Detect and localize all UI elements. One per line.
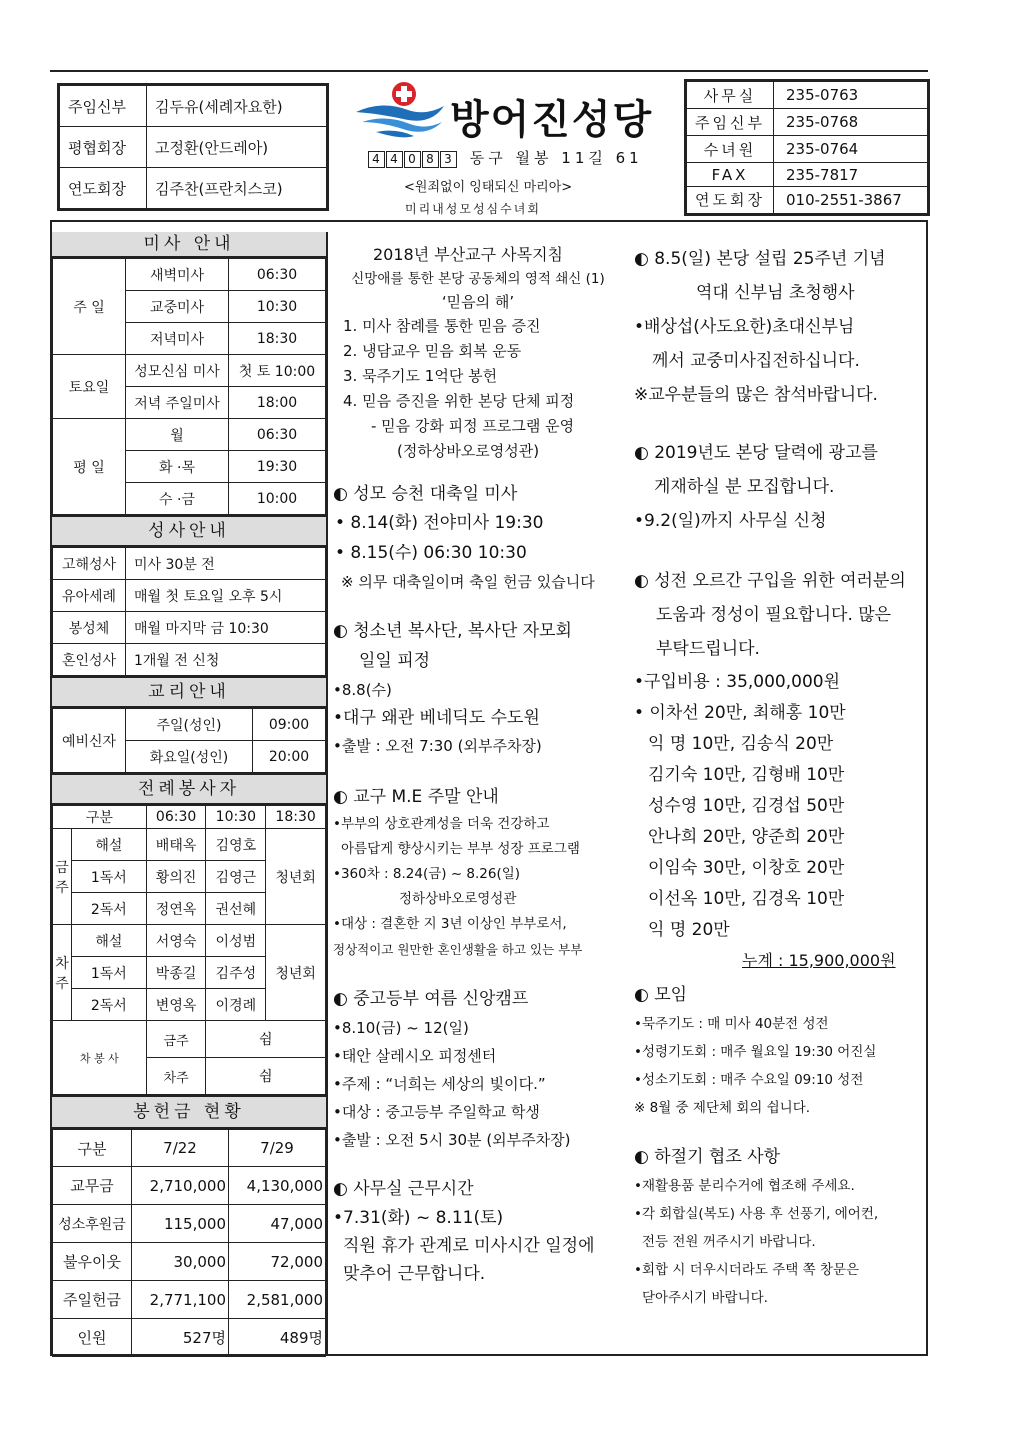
contact-key: 수녀원: [687, 136, 774, 163]
liturgy-role: 해설: [72, 925, 147, 957]
mass-name: 수 ·금: [126, 483, 229, 515]
offering-value: 30,000: [132, 1243, 229, 1281]
offering-label: 불우이웃: [53, 1243, 132, 1281]
youth-item: •대구 왜관 베네딕도 수도원: [333, 708, 540, 728]
summer-item: 닫아주시기 바랍니다.: [642, 1290, 768, 1306]
assumption-item: • 8.15(수) 06:30 10:30: [335, 543, 527, 563]
sacrament-info: 미사 30분 전: [126, 548, 326, 580]
anniv-title: ◐ 8.5(일) 본당 설립 25주년 기념: [634, 249, 886, 269]
motto: <원죄없이 잉태되신 마리아>: [404, 180, 573, 195]
catechism-time: 20:00: [253, 741, 326, 773]
summer-item: •각 회합실(복도) 사용 후 선풍기, 에어컨,: [634, 1206, 879, 1222]
liturgy-person: 배태옥: [146, 829, 206, 861]
donor-line: • 이차선 20만, 최해홍 10만: [634, 703, 846, 723]
youth-title-2: 일일 피정: [359, 651, 431, 671]
catechism-table: [52, 708, 326, 773]
camp-item: •8.10(금) ~ 12(일): [333, 1019, 469, 1037]
offering-title: 봉헌금 현황: [52, 1095, 326, 1129]
contact-key: FAX: [687, 163, 774, 186]
leader-key: 연도회장: [60, 168, 147, 209]
zip-digit: 4: [368, 151, 385, 168]
directive-title: 2018년 부산교구 사목지침: [373, 245, 563, 264]
liturgy-person: 황의진: [146, 861, 206, 893]
organ-cost-text: •구입비용 : 35,000,000원: [634, 672, 841, 692]
mass-time: 10:30: [229, 291, 326, 323]
youth-item: •8.8(수): [333, 681, 392, 699]
summer-item: 전등 전원 꺼주시기 바랍니다.: [642, 1234, 816, 1250]
car-value: 쉼: [206, 1021, 326, 1058]
liturgy-title: 전례봉사자: [52, 773, 326, 805]
summer-item: •재활용품 분리수거에 협조해 주세요.: [634, 1178, 855, 1194]
liturgy-week: 차주: [53, 925, 72, 1021]
calendar-title-2: 게재하실 분 모집합니다.: [654, 477, 835, 497]
liturgy-role: 1독서: [72, 957, 147, 989]
mass-name: 성모신심 미사: [126, 355, 229, 387]
street-address: 동구 월봉 11길 61: [469, 149, 643, 167]
liturgy-week: 금주: [53, 829, 72, 925]
contact-key: 연도회장: [687, 186, 774, 213]
liturgy-person: 박종길: [146, 957, 206, 989]
sacrament-name: 혼인성사: [53, 644, 126, 676]
liturgy-role: 1독서: [72, 861, 147, 893]
catechism-title: 교리안내: [52, 676, 326, 708]
camp-item: •태안 살레시오 피정센터: [333, 1047, 497, 1065]
camp-item: •대상 : 중고등부 주일학교 학생: [333, 1103, 540, 1121]
office-item: 맞추어 근무합니다.: [343, 1264, 486, 1284]
car-week: 금주: [146, 1021, 206, 1058]
offering-value: 2,710,000: [132, 1167, 229, 1205]
sacrament-name: 고해성사: [53, 548, 126, 580]
top-rule: [50, 70, 928, 72]
anniv-item: 께서 교중미사집전하십니다.: [652, 351, 860, 371]
me-item: •부부의 상호관계성을 더욱 건강하고: [333, 816, 550, 832]
mass-time: 18:30: [229, 323, 326, 355]
liturgy-head: 06:30: [146, 806, 206, 829]
offering-value: 47,000: [229, 1205, 326, 1243]
directive-item: 3. 묵주기도 1억단 봉헌: [343, 367, 498, 385]
mass-table: [52, 258, 326, 515]
left-column: [52, 232, 328, 1354]
liturgy-role: 2독서: [72, 989, 147, 1021]
sacrament-title: 성사안내: [52, 515, 326, 547]
liturgy-person: 김영근: [206, 861, 266, 893]
contact-value: 235-0768: [774, 109, 928, 136]
catechism-time: 09:00: [253, 709, 326, 741]
liturgy-person: 권선혜: [206, 893, 266, 925]
zip-code: [368, 149, 458, 167]
church-name: 방어진성당: [450, 97, 654, 143]
organ-cost: [634, 666, 924, 698]
mass-group: 주 일: [53, 259, 126, 355]
offering-head: 구분: [53, 1130, 132, 1167]
mass-name: 월: [126, 419, 229, 451]
catechism-class: 화요일(성인): [126, 741, 253, 773]
offering-label: 주일헌금: [53, 1281, 132, 1319]
offering-value: 115,000: [132, 1205, 229, 1243]
directive-sub: 신망애를 통한 본당 공동체의 영적 쇄신 (1): [351, 271, 605, 287]
mass-time: 06:30: [229, 419, 326, 451]
liturgy-table: [52, 805, 326, 1095]
middle-column: [333, 242, 629, 1288]
office-item: •7.31(화) ~ 8.11(토): [333, 1208, 504, 1228]
liturgy-role: 해설: [72, 829, 147, 861]
liturgy-person: 김주성: [206, 957, 266, 989]
offering-head: 7/29: [229, 1130, 326, 1167]
me-item: •대상 : 결혼한 지 3년 이상인 부부로서,: [333, 916, 567, 932]
assumption-title: ◐ 성모 승천 대축일 미사: [333, 484, 518, 504]
sacrament-info: 매월 첫 토요일 오후 5시: [126, 580, 326, 612]
youth-item: •출발 : 오전 7:30 (외부주차장): [333, 737, 542, 755]
leader-value: 고정환(안드레아): [147, 127, 327, 168]
organ-title-2: 도움과 정성이 필요합니다. 많은: [656, 605, 892, 625]
meeting-title: ◐ 모임: [634, 985, 688, 1005]
office-title: ◐ 사무실 근무시간: [333, 1179, 474, 1199]
donor-line: 이임숙 30만, 이창호 20만: [648, 858, 845, 878]
assumption-note: ※ 의무 대축일이며 축일 헌금 있습니다: [341, 573, 595, 591]
offering-value: 2,581,000: [229, 1281, 326, 1319]
donor-line: 안나희 20만, 양준희 20만: [648, 827, 845, 847]
contact-value: 235-0764: [774, 136, 928, 163]
church-logo-icon: [352, 78, 448, 142]
sacrament-info: 1개월 전 신청: [126, 644, 326, 676]
summer-title: ◐ 하절기 협조 사항: [634, 1147, 780, 1167]
mass-name: 교중미사: [126, 291, 229, 323]
calendar-title: ◐ 2019년도 본당 달력에 광고를: [634, 443, 878, 463]
sacrament-name: 유아세례: [53, 580, 126, 612]
me-item: 아름답게 향상시키는 부부 성장 프로그램: [341, 841, 580, 857]
liturgy-person: 김영호: [206, 829, 266, 861]
meeting-item: •묵주기도 : 매 미사 40분전 성전: [634, 1016, 829, 1032]
summer-item: •회합 시 더우시더라도 주택 쪽 창문은: [634, 1262, 860, 1278]
donation-total: 누계 : 15,900,000원: [742, 951, 896, 970]
leader-key: 평협회장: [60, 127, 147, 168]
liturgy-head: 구분: [53, 806, 147, 829]
mass-name: 저녁미사: [126, 323, 229, 355]
donor-line: 이선옥 10만, 김경옥 10만: [648, 889, 845, 909]
right-column: [634, 242, 924, 1312]
offering-value: 527명: [132, 1319, 229, 1357]
zip-digit: 8: [422, 151, 439, 168]
liturgy-head: 18:30: [266, 806, 326, 829]
mass-time: 첫 토 10:00: [229, 355, 326, 387]
meeting-item: •성령기도회 : 매주 월요일 19:30 어진실: [634, 1044, 877, 1060]
mass-time: 10:00: [229, 483, 326, 515]
catechism-label: 예비신자: [53, 709, 126, 773]
offering-label: 인원: [53, 1319, 132, 1357]
zip-digit: 3: [440, 151, 457, 168]
sacrament-table: [52, 547, 326, 676]
mass-title: 미사 안내: [52, 232, 326, 258]
offering-value: 2,771,100: [132, 1281, 229, 1319]
catechism-class: 주일(성인): [126, 709, 253, 741]
mass-name: 화 ·목: [126, 451, 229, 483]
zip-digit: 4: [386, 151, 403, 168]
contact-value: 235-7817: [774, 163, 928, 186]
directive-item: 1. 미사 참례를 통한 믿음 증진: [343, 317, 541, 335]
liturgy-youth: 청년회: [266, 829, 326, 925]
camp-title: ◐ 중고등부 여름 신앙캠프: [333, 989, 529, 1009]
mass-time: 18:00: [229, 387, 326, 419]
offering-table: [52, 1129, 326, 1357]
contact-value: 235-0763: [774, 82, 928, 109]
anniv-item: ※교우분들의 많은 참석바랍니다.: [634, 385, 878, 405]
office-item: 직원 휴가 관계로 미사시간 일정에: [343, 1236, 595, 1256]
directive-item: 4. 믿음 증진을 위한 본당 단체 피정: [343, 392, 575, 410]
zip-digit: 0: [404, 151, 421, 168]
me-item: 정상적이고 원만한 혼인생활을 하고 있는 부부: [333, 942, 583, 957]
mass-name: 새벽미사: [126, 259, 229, 291]
liturgy-youth: 청년회: [266, 925, 326, 1021]
directive-item: - 믿음 강화 피정 프로그램 운영: [371, 417, 575, 435]
directive-year: ‘믿음의 해’: [441, 293, 515, 311]
mass-group: 평 일: [53, 419, 126, 515]
offering-value: 489명: [229, 1319, 326, 1357]
mass-name: 저녁 주일미사: [126, 387, 229, 419]
donor-line: 익 명 10만, 김송식 20만: [648, 734, 834, 754]
car-label: 차 봉 사: [53, 1021, 147, 1095]
youth-title: ◐ 청소년 복사단, 복사단 자모회: [333, 621, 572, 641]
sacrament-name: 봉성체: [53, 612, 126, 644]
contacts-box: [684, 79, 930, 216]
offering-value: 72,000: [229, 1243, 326, 1281]
liturgy-person: 이경례: [206, 989, 266, 1021]
me-title: ◐ 교구 M.E 주말 안내: [333, 787, 499, 807]
mass-group: 토요일: [53, 355, 126, 419]
donor-line: 성수영 10만, 김경섭 50만: [648, 796, 845, 816]
anniv-title-2: 역대 신부님 초청행사: [696, 283, 855, 303]
liturgy-person: 변영옥: [146, 989, 206, 1021]
me-item: 정하상바오로영성관: [399, 891, 517, 907]
calendar-item: •9.2(일)까지 사무실 신청: [634, 511, 827, 531]
offering-label: 교무금: [53, 1167, 132, 1205]
car-value: 쉼: [206, 1058, 326, 1095]
mass-time: 06:30: [229, 259, 326, 291]
meeting-item: •성소기도회 : 매주 수요일 09:10 성전: [634, 1072, 864, 1088]
directive-item: (정하상바오로영성관): [397, 442, 540, 460]
liturgy-person: 정연옥: [146, 893, 206, 925]
assumption-item: • 8.14(화) 전야미사 19:30: [335, 513, 544, 533]
offering-value: 4,130,000: [229, 1167, 326, 1205]
offering-head: 7/22: [132, 1130, 229, 1167]
donor-line: 김기숙 10만, 김형배 10만: [648, 765, 845, 785]
sacrament-info: 매월 마지막 금 10:30: [126, 612, 326, 644]
nuns: 미리내성모성심수녀회: [405, 202, 541, 216]
contact-key: 주임신부: [687, 109, 774, 136]
leader-value: 김두유(세례자요한): [147, 86, 327, 127]
liturgy-person: 서영숙: [146, 925, 206, 957]
liturgy-role: 2독서: [72, 893, 147, 925]
organ-title-3: 부탁드립니다.: [656, 639, 760, 659]
liturgy-head: 10:30: [206, 806, 266, 829]
meeting-item: ※ 8월 중 제단체 회의 쉽니다.: [634, 1100, 811, 1116]
car-week: 차주: [146, 1058, 206, 1095]
liturgy-person: 이성범: [206, 925, 266, 957]
leaders-box: [57, 83, 329, 211]
mass-time: 19:30: [229, 451, 326, 483]
contact-key: 사무실: [687, 82, 774, 109]
leader-value: 김주찬(프란치스코): [147, 168, 327, 209]
directive-item: 2. 냉담교우 믿음 회복 운동: [343, 342, 522, 360]
camp-item: •출발 : 오전 5시 30분 (외부주차장): [333, 1131, 571, 1149]
camp-item: •주제 : “너희는 세상의 빛이다.”: [333, 1075, 546, 1093]
offering-label: 성소후원금: [53, 1205, 132, 1243]
organ-title: ◐ 성전 오르간 구입을 위한 여러분의: [634, 571, 906, 591]
donor-line: 익 명 20만: [648, 920, 730, 940]
leader-key: 주임신부: [60, 86, 147, 127]
contact-value: 010-2551-3867: [774, 186, 928, 213]
me-item: •360차 : 8.24(금) ~ 8.26(일): [333, 866, 521, 882]
address: [368, 147, 643, 168]
anniv-item: •배상섭(사도요한)초대신부님: [634, 317, 855, 337]
